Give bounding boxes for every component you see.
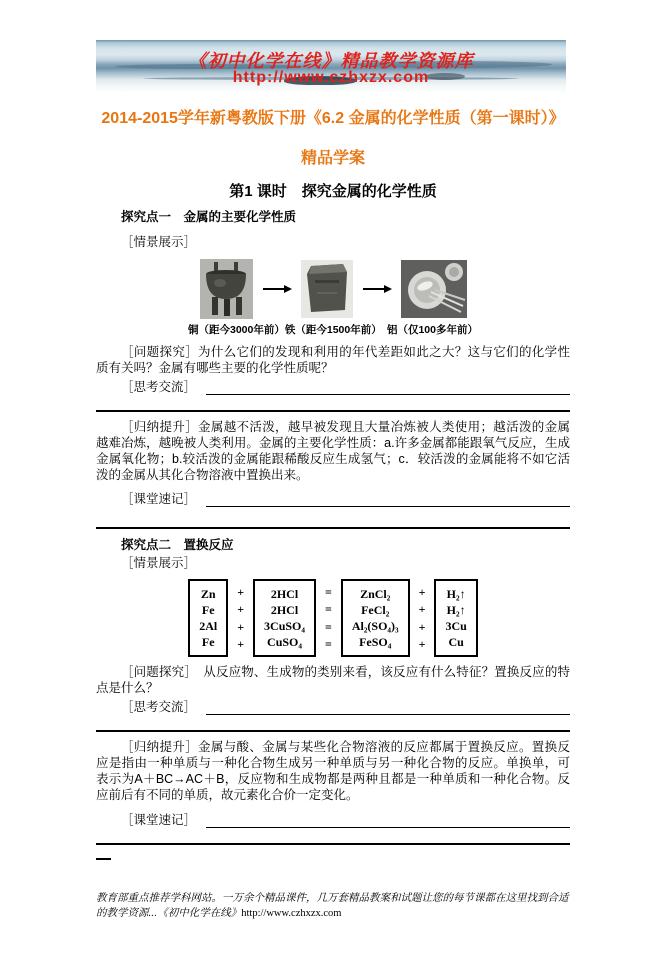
section1-notes-label: ［课堂速记］	[121, 492, 197, 506]
iron-axe-photo	[301, 260, 353, 318]
section1-discuss-blank	[206, 381, 570, 395]
rule-line	[96, 843, 570, 845]
section2-discuss-label: ［思考交流］	[121, 700, 197, 714]
equals-operator-column	[325, 579, 332, 657]
section2-discuss-blank	[206, 701, 570, 715]
section1-discuss-label: ［思考交流］	[121, 380, 197, 394]
stray-dash-mark	[96, 858, 111, 860]
equals-sign: =	[324, 636, 332, 651]
formula: 3Cu	[445, 619, 467, 633]
section2-notes-label: ［课堂速记］	[121, 813, 197, 827]
equals-sign: =	[324, 602, 332, 617]
section2-heading: 探究点二 置换反应	[121, 538, 234, 552]
plus-sign: +	[237, 585, 245, 599]
formula: Al₂(SO₄)₃	[351, 619, 399, 633]
aluminum-tableware-photo	[401, 260, 467, 318]
section2-question-paragraph: ［问题探究］ 从反应物、生成物的类别来看，该反应有什么特征？置换反应的特点是什么？	[96, 665, 570, 695]
plus-sign: +	[418, 585, 426, 599]
formula: 2HCl	[270, 603, 299, 617]
formula: FeCl₂	[361, 603, 390, 617]
plus-sign: +	[418, 636, 426, 651]
reactant-metal-column	[188, 579, 228, 657]
page-footer	[96, 891, 570, 921]
rule-line	[96, 730, 570, 732]
product-compound-column	[341, 579, 410, 657]
site-name: 《初中化学在线》精品教学资源库	[188, 51, 474, 71]
bronze-vessel-photo	[200, 259, 253, 319]
plus-sign: +	[418, 602, 426, 617]
reactant-compound-column	[253, 579, 316, 657]
section1-summary-paragraph: ［归纳提升］金属越不活泼，越早被发现且大量冶炼被人类使用；越活泼的金属越难冶炼，越晚被人类利用。金属的主要化学性质：a.许多金属都能跟氧气反应，生成金属氧化物；b.较活泼的金属能跟稀酸反应生成氢气；c．较活泼的金属能将不如它活泼的金属从其化合物溶液中置换出来。	[96, 420, 570, 482]
formula: ZnCl₂	[360, 587, 391, 601]
rule-line	[96, 410, 570, 412]
section2-summary-paragraph: ［归纳提升］金属与酸、金属与某些化合物溶液的反应都属于置换反应。置换反应是指由一种单质与一种化合物生成另一种单质与另一种化合物的反应。单换单，可表示为A＋BC→AC＋B，反应物和生成物都是两种且都是一种单质和一种化合物。反应前后有不同的单质，故元素化合价一定变化。	[96, 740, 570, 802]
arrow-right-icon	[262, 284, 292, 294]
section2-discuss-line	[96, 699, 570, 715]
document-subtitle: 精品学案	[300, 150, 365, 167]
section1-question-paragraph: ［问题探究］为什么它们的发现和利用的年代差距如此之大？这与它们的化学性质有关吗？金属有哪些主要的化学性质呢？	[96, 345, 570, 375]
formula: 2Al	[199, 619, 218, 633]
worksheet-page	[0, 40, 661, 975]
formula: Fe	[201, 603, 215, 617]
footer-text: 教育部重点推荐学科网站。一万余个精品课件，几万套精品教案和试题让您的每节课都在这里找到合适的教学资源...《初中化学在线》	[96, 892, 569, 919]
plus-sign: +	[418, 619, 426, 634]
section2-notes-blank	[206, 814, 570, 828]
lesson-heading: 第1 课时 探究金属的化学性质	[229, 183, 437, 200]
site-banner	[96, 40, 566, 92]
plus-operator-column	[419, 579, 426, 657]
section1-discuss-line	[96, 379, 570, 395]
rule-line	[96, 527, 570, 529]
section1-notes-line	[96, 491, 570, 507]
equals-sign: =	[324, 585, 332, 599]
formula: Fe	[201, 635, 215, 649]
formula: FeSO₄	[359, 635, 392, 649]
document-title: 2014-2015学年新粤教版下册《6.2 金属的化学性质（第一课时）》	[101, 110, 565, 127]
displacement-equations-table	[96, 579, 570, 657]
product-element-column	[434, 579, 477, 657]
formula: 3CuSO₄	[264, 619, 305, 633]
formula: Zn	[200, 587, 216, 601]
equals-sign: =	[324, 619, 332, 634]
footer-url: http://www.czhxzx.com	[241, 908, 342, 919]
section1-scene-label: ［情景展示］	[121, 235, 197, 249]
plus-sign: +	[237, 636, 245, 651]
site-url: http://www.czhxzx.com	[232, 69, 430, 86]
metal-images-caption: 铜（距今3000年前）铁（距今1500年前） 铝（仅100多年前）	[188, 324, 478, 336]
plus-operator-column	[237, 579, 244, 657]
section1-notes-blank	[206, 493, 570, 507]
section2-notes-line	[96, 812, 570, 828]
plus-sign: +	[237, 602, 245, 617]
section1-heading: 探究点一 金属的主要化学性质	[121, 210, 297, 224]
formula: H₂↑	[446, 603, 466, 617]
section2-scene-label: ［情景展示］	[121, 556, 197, 570]
formula: CuSO₄	[267, 635, 302, 649]
formula: Cu	[448, 635, 464, 649]
metal-history-images	[96, 259, 570, 319]
plus-sign: +	[237, 619, 245, 634]
formula: H₂↑	[446, 587, 466, 601]
arrow-right-icon	[362, 284, 392, 294]
formula: 2HCl	[270, 587, 299, 601]
